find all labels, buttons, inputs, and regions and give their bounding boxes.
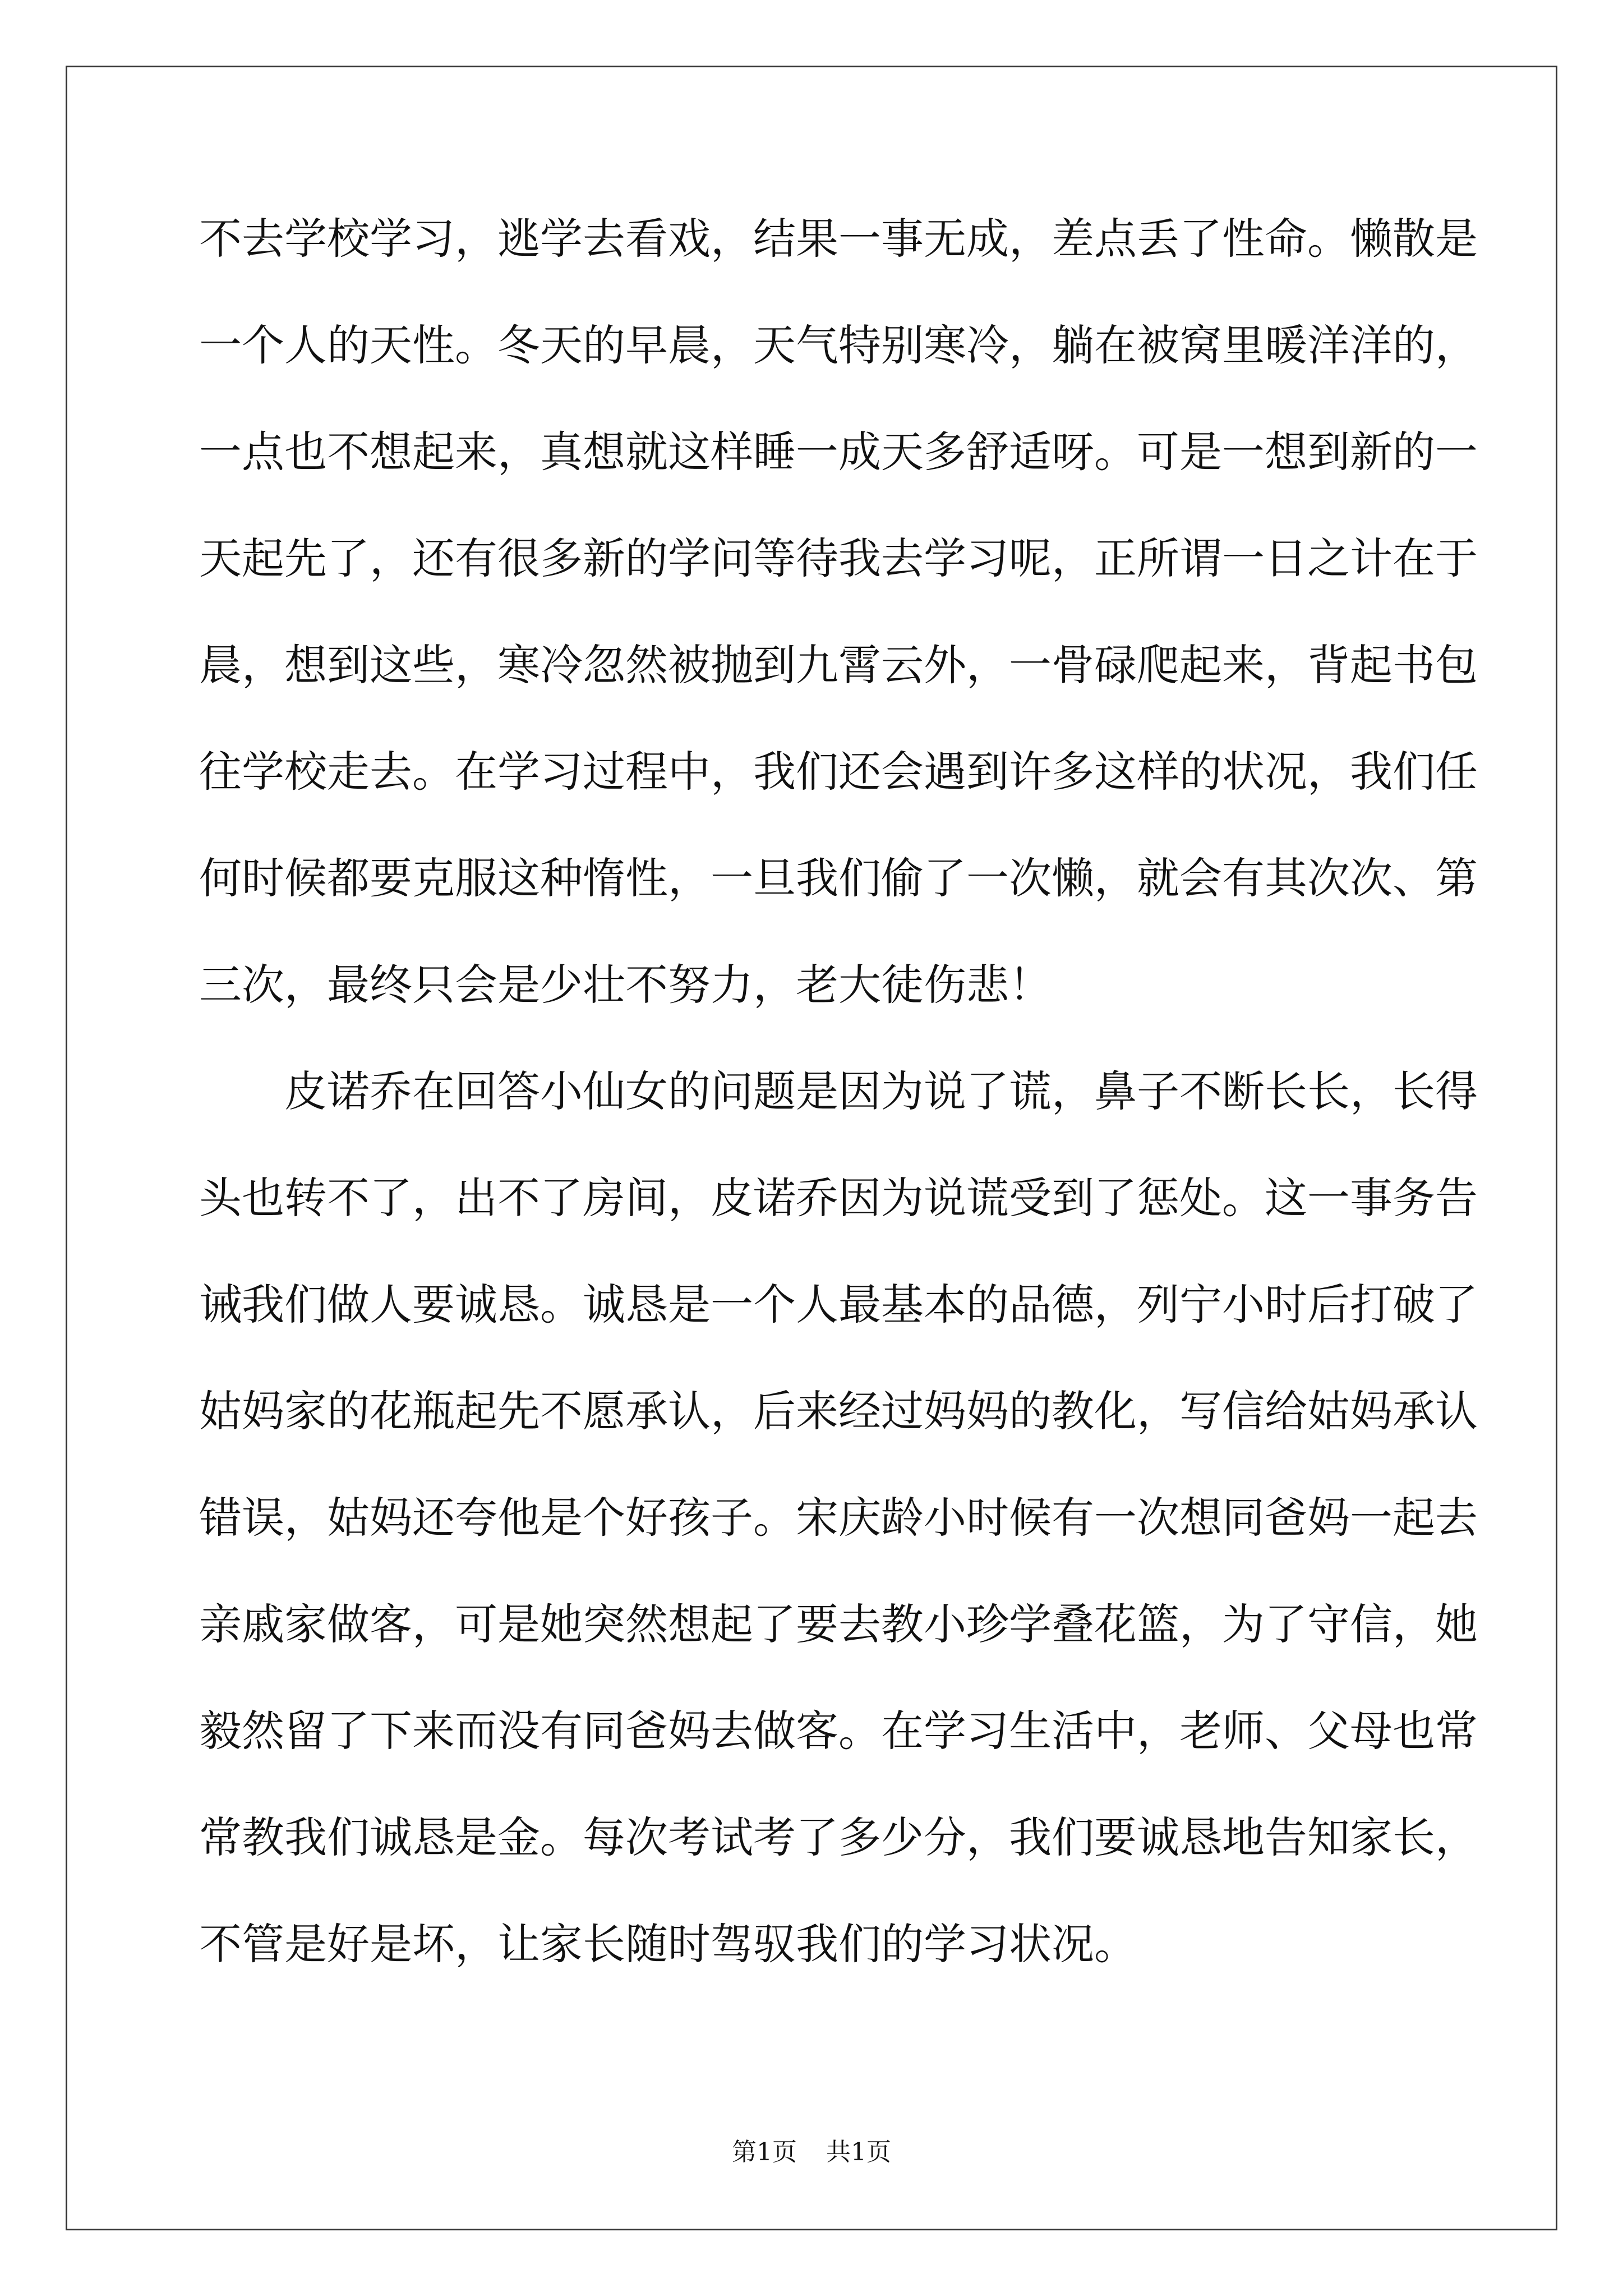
text-line: 往学校走去。在学习过程中，我们还会遇到许多这样的状况，我们任	[199, 747, 1478, 797]
text-line: 常教我们诚恳是金。每次考试考了多少分，我们要诚恳地告知家长，	[199, 1812, 1478, 1862]
text-line: 亲戚家做客，可是她突然想起了要去教小珍学叠花篮，为了守信，她	[199, 1599, 1478, 1649]
text-line: 一点也不想起来，真想就这样睡一成天多舒适呀。可是一想到新的一	[199, 427, 1478, 477]
text-line: 不去学校学习，逃学去看戏，结果一事无成，差点丢了性命。懒散是	[199, 214, 1478, 264]
text-line: 天起先了，还有很多新的学问等待我去学习呢，正所谓一日之计在于	[199, 533, 1478, 583]
text-line: 不管是好是坏，让家长随时驾驭我们的学习状况。	[199, 1919, 1137, 1969]
text-line: 皮诺乔在回答小仙女的问题是因为说了谎，鼻子不断长长，长得	[284, 1066, 1478, 1116]
text-line: 头也转不了，出不了房间，皮诺乔因为说谎受到了惩处。这一事务告	[199, 1173, 1478, 1223]
text-line: 一个人的天性。冬天的早晨，天气特别寒冷，躺在被窝里暖洋洋的，	[199, 320, 1478, 370]
text-line: 诫我们做人要诚恳。诚恳是一个人最基本的品德，列宁小时后打破了	[199, 1280, 1478, 1329]
text-line: 错误，姑妈还夸他是个好孩子。宋庆龄小时候有一次想同爸妈一起去	[199, 1493, 1478, 1543]
text-line: 三次，最终只会是少壮不努力，老大徒伤悲！	[199, 960, 1052, 1010]
text-line: 姑妈家的花瓶起先不愿承认，后来经过妈妈的教化，写信给姑妈承认	[199, 1386, 1478, 1436]
page-footer	[0, 2132, 1623, 2168]
text-line: 晨，想到这些，寒冷忽然被抛到九霄云外，一骨碌爬起来，背起书包	[199, 640, 1478, 690]
page-total: 共1页	[826, 2138, 891, 2166]
page-number: 第1页	[732, 2138, 797, 2166]
text-line: 毅然留了下来而没有同爸妈去做客。在学习生活中，老师、父母也常	[199, 1706, 1478, 1756]
document-body	[199, 214, 1478, 2030]
text-line: 何时候都要克服这种惰性，一旦我们偷了一次懒，就会有其次次、第	[199, 853, 1478, 903]
